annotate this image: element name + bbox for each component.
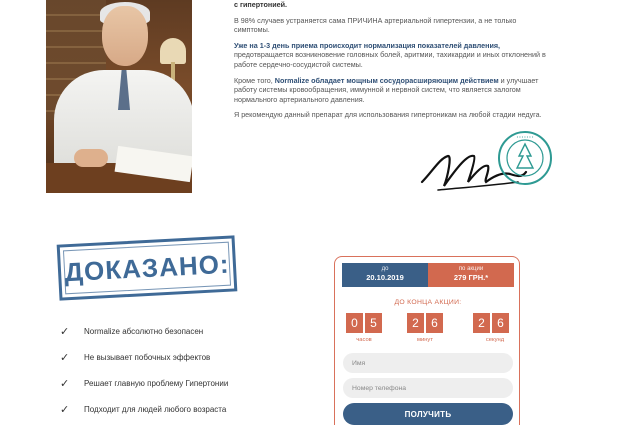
submit-button[interactable]: ПОЛУЧИТЬ (343, 403, 513, 425)
new-price-label: по акции (458, 266, 484, 272)
benefit-item (60, 396, 228, 422)
benefit-text: Подходит для людей любого возраста (84, 404, 227, 414)
old-price-label: до (381, 266, 389, 272)
benefit-item (60, 344, 228, 370)
timer-hours-digit-1: 0 (346, 313, 363, 333)
old-price-date: 20.10.2019 (366, 273, 404, 282)
letter-paragraph-2-rest: предотвращается возникновение головных болей, аритмии, тахикардии и иных отклонений в работе сердечно-сосудистой системы. (234, 50, 546, 69)
letter-intro: с гипертонией. (234, 0, 288, 9)
benefit-text: Решает главную проблему Гипертонии (84, 378, 229, 388)
letter-paragraph-3 (234, 76, 554, 105)
letter-paragraph-4: Я рекомендую данный препарат для использования гипертоникам на любой стадии недуга. (234, 110, 542, 120)
benefit-text: Не вызывает побочных эффектов (84, 352, 211, 362)
proved-title: ДОКАЗАНО: (63, 248, 231, 287)
check-icon: ✓ (60, 325, 70, 338)
letter-paragraph-2 (234, 41, 554, 70)
check-icon: ✓ (60, 403, 70, 416)
timer-hours-label: часов (356, 337, 372, 343)
seal-stamp-icon (497, 130, 553, 186)
letter-paragraph-2-bold: Уже на 1-3 день приема происходит нормализация показателей давления, (234, 40, 501, 50)
timer-minutes-digit-2: 6 (426, 313, 443, 333)
letter-paragraph-3-start: Кроме того, (234, 75, 273, 85)
countdown-timer (343, 313, 515, 349)
timer-seconds-label: секунд (485, 337, 505, 343)
doctor-letter (234, 0, 554, 126)
benefit-item (60, 318, 228, 344)
new-price-box (428, 263, 514, 287)
letter-paragraph-1: В 98% случаев устраняется сама ПРИЧИНА артериальной гипертензии, а не только симптомы. (234, 15, 517, 35)
new-price-value: 279 ГРН.* (453, 273, 489, 282)
doctor-photo (46, 0, 192, 193)
timer-seconds-digit-1: 2 (473, 313, 490, 333)
countdown-title: ДО КОНЦА АКЦИИ: (394, 299, 462, 306)
timer-minutes-digit-1: 2 (407, 313, 424, 333)
svg-text:• • • • • • •: • • • • • • • (516, 134, 534, 139)
old-price-box (342, 263, 428, 287)
benefit-item (60, 370, 228, 396)
letter-paragraph-3-rest: и улучшает работу системы кровообращения, иммунной и нервной систем, что является залогом нормального артериального давления. (234, 75, 539, 104)
timer-seconds-digit-2: 6 (492, 313, 509, 333)
timer-minutes-label: минут (417, 337, 433, 343)
phone-input[interactable] (343, 378, 513, 398)
name-input[interactable] (343, 353, 513, 373)
benefit-text: Normalize абсолютно безопасен (84, 326, 204, 336)
proved-badge (57, 235, 238, 300)
check-icon: ✓ (60, 377, 70, 390)
price-block (342, 263, 514, 287)
check-icon: ✓ (60, 351, 70, 364)
letter-paragraph-3-bold: Normalize обладает мощным сосудорасширяющим действием (274, 75, 499, 85)
order-form (334, 256, 520, 425)
timer-hours-digit-2: 5 (365, 313, 382, 333)
benefits-list (60, 318, 228, 422)
